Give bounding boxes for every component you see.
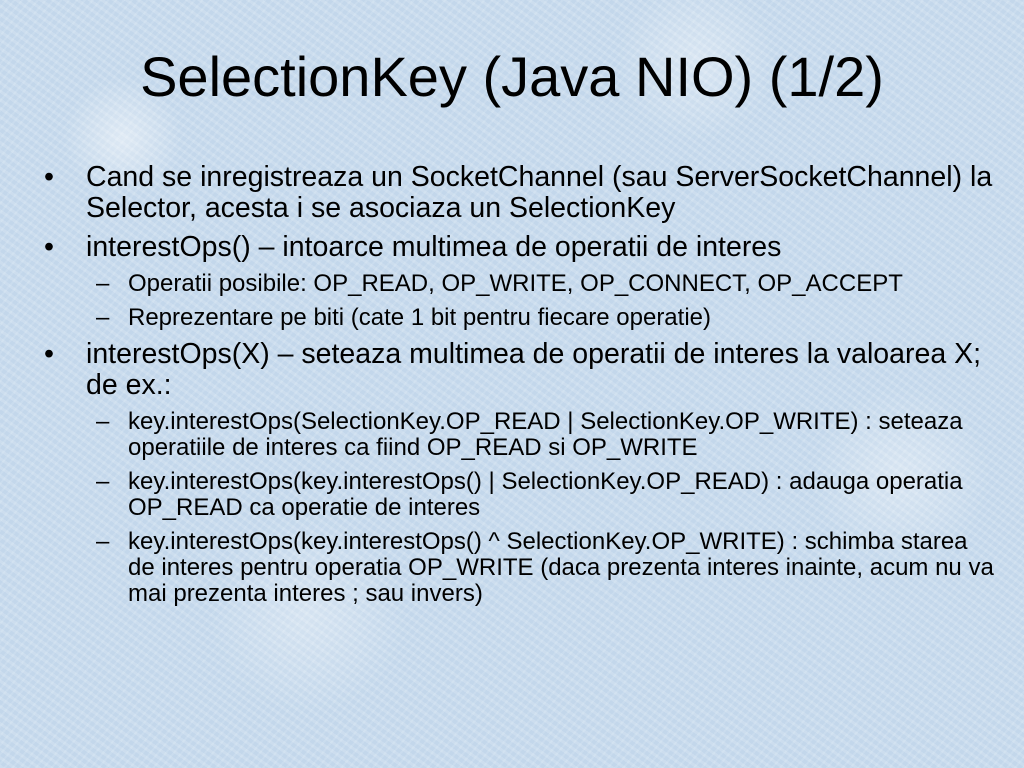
sub-bullet-text: Operatii posibile: OP_READ, OP_WRITE, OP_CONNECT, OP_ACCEPT (128, 270, 903, 297)
sub-bullet-text: key.interestOps(key.interestOps() | SelectionKey.OP_READ) : adauga operatia OP_READ ca operatie de interes (128, 468, 963, 521)
bullet-dot-icon: • (44, 161, 54, 193)
slide-content (44, 162, 994, 615)
bullet-item (44, 339, 994, 401)
sub-bullet-text: Reprezentare pe biti (cate 1 bit pentru fiecare operatie) (128, 304, 711, 331)
dash-icon: – (96, 528, 110, 555)
bullet-text: Cand se inregistreaza un SocketChannel (sau ServerSocketChannel) la Selector, acesta i se asociaza un SelectionKey (86, 161, 993, 224)
sub-bullet-item (44, 271, 994, 297)
bullet-dot-icon: • (44, 231, 54, 263)
dash-icon: – (96, 408, 110, 435)
sub-bullet-item (44, 469, 994, 521)
slide-title: SelectionKey (Java NIO) (1/2) (140, 45, 884, 108)
dash-icon: – (96, 270, 110, 297)
sub-bullet-item (44, 305, 994, 331)
bullet-text: interestOps() – intoarce multimea de operatii de interes (86, 231, 782, 263)
bullet-dot-icon: • (44, 338, 54, 370)
dash-icon: – (96, 468, 110, 495)
sub-bullet-item (44, 409, 994, 461)
bullet-text: interestOps(X) – seteaza multimea de operatii de interes la valoarea X; de ex.: (86, 338, 982, 401)
sub-bullet-item (44, 529, 994, 607)
dash-icon: – (96, 304, 110, 331)
sub-bullet-text: key.interestOps(SelectionKey.OP_READ | SelectionKey.OP_WRITE) : seteaza operatiile de interes ca fiind OP_READ si OP_WRITE (128, 408, 963, 461)
bullet-item (44, 162, 994, 224)
bullet-item (44, 232, 994, 263)
sub-bullet-text: key.interestOps(key.interestOps() ^ SelectionKey.OP_WRITE) : schimba starea de interes pentru operatia OP_WRITE (daca prezenta interes inainte, acum nu va mai prezenta interes ; sau invers) (128, 528, 994, 607)
